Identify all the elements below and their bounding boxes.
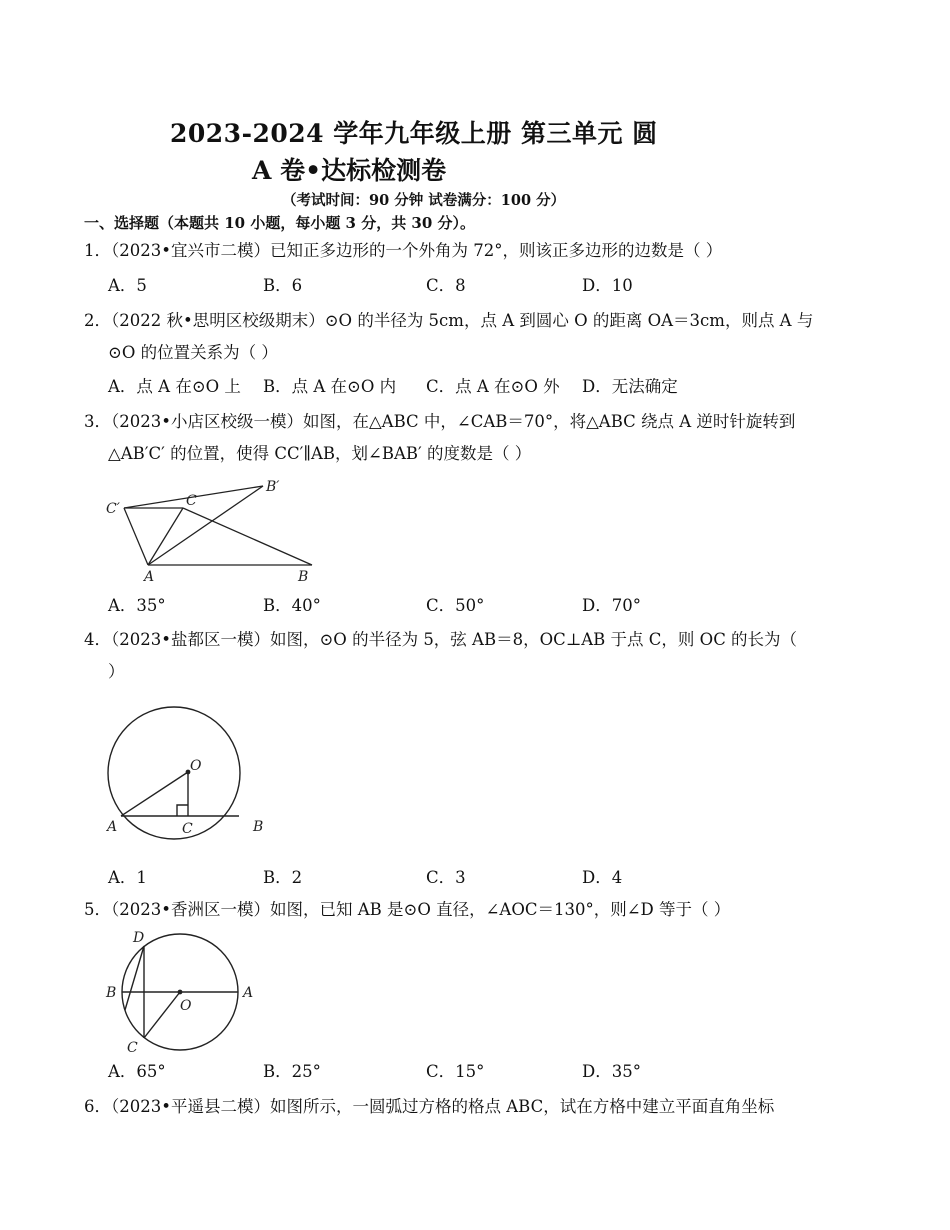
q5-option-d: D．35° — [582, 1062, 641, 1081]
q1-option-d: D．10 — [582, 276, 633, 295]
q4-option-a: A．1 — [108, 868, 147, 887]
label-c-prime: C′ — [106, 501, 120, 517]
q2-option-b: B．点 A 在⊙O 内 — [263, 377, 397, 396]
q2-option-d: D．无法确定 — [582, 377, 678, 396]
label-o: O — [180, 998, 192, 1014]
title-line-2: A 卷•达标检测卷 — [252, 156, 447, 185]
q4-option-c: C．3 — [426, 868, 466, 887]
segment-c-prime-a — [124, 508, 148, 565]
q5-option-a: A．65° — [108, 1062, 166, 1081]
question-4-text: 4．（2023•盐都区一模）如图，⊙O 的半径为 5，弦 AB＝8，OC⊥AB 于点 C，则 OC 的长为（ — [84, 630, 798, 649]
question-2-text-cont: ⊙O 的位置关系为（ ） — [108, 343, 278, 362]
circle-diameter-figure — [100, 928, 265, 1056]
q2-option-c: C．点 A 在⊙O 外 — [426, 377, 560, 396]
circle-o — [108, 707, 240, 839]
question-2-text: 2．（2022 秋•思明区校级期末）⊙O 的半径为 5cm，点 A 到圆心 O 的距离 OA＝3cm，则点 A 与 — [84, 311, 814, 330]
label-b: B — [298, 569, 309, 585]
label-b: B — [253, 819, 264, 835]
q2-option-a: A．点 A 在⊙O 上 — [108, 377, 241, 396]
question-1-text: 1．（2023•宜兴市二模）已知正多边形的一个外角为 72°，则该正多边形的边数是（ ） — [84, 241, 723, 260]
rotation-triangle-figure — [100, 475, 330, 590]
segment-c-a — [148, 508, 183, 565]
q3-option-a: A．35° — [108, 596, 166, 615]
question-3-text-cont: △AB′C′ 的位置，使得 CC′∥AB，划∠BAB′ 的度数是（ ） — [108, 444, 532, 463]
section-title: 一、选择题（本题共 10 小题，每小题 3 分，共 30 分）。 — [84, 214, 476, 232]
right-angle-mark — [177, 805, 188, 816]
q1-option-a: A．5 — [108, 276, 147, 295]
q3-option-b: B．40° — [263, 596, 321, 615]
question-4-text-cont: ） — [108, 662, 125, 681]
label-a: A — [107, 819, 118, 835]
segment-c-b — [183, 508, 312, 565]
segment-oa — [121, 772, 188, 816]
center-point-o — [178, 990, 183, 995]
label-d: D — [133, 930, 145, 946]
q1-option-c: C．8 — [426, 276, 466, 295]
label-o: O — [190, 758, 202, 774]
circle-chord-figure — [100, 685, 275, 840]
label-a: A — [243, 985, 254, 1001]
label-b-prime: B′ — [266, 479, 280, 495]
q5-option-b: B．25° — [263, 1062, 321, 1081]
label-b: B — [106, 985, 117, 1001]
title-line-1: 2023-2024 学年九年级上册 第三单元 圆 — [170, 119, 658, 148]
segment-a-b-prime — [148, 486, 263, 565]
q4-option-b: B．2 — [263, 868, 303, 887]
question-6-text: 6．（2023•平遥县二模）如图所示，一圆弧过方格的格点 ABC，试在方格中建立平面直角坐标 — [84, 1097, 775, 1116]
label-c: C — [182, 821, 193, 837]
q3-option-c: C．50° — [426, 596, 485, 615]
segment-oc — [144, 992, 180, 1038]
question-3-text: 3．（2023•小店区校级一模）如图，在△ABC 中，∠CAB＝70°，将△ABC 绕点 A 逆时针旋转到 — [84, 412, 796, 431]
exam-info: （考试时间：90 分钟 试卷满分：100 分） — [282, 192, 566, 209]
q3-option-d: D．70° — [582, 596, 641, 615]
q1-option-b: B．6 — [263, 276, 303, 295]
label-c: C — [186, 493, 197, 509]
question-5-text: 5．（2023•香洲区一模）如图，已知 AB 是⊙O 直径，∠AOC＝130°，则∠D 等于（ ） — [84, 900, 731, 919]
q4-option-d: D．4 — [582, 868, 623, 887]
label-c: C — [127, 1040, 138, 1056]
label-a: A — [144, 569, 155, 585]
q5-option-c: C．15° — [426, 1062, 485, 1081]
